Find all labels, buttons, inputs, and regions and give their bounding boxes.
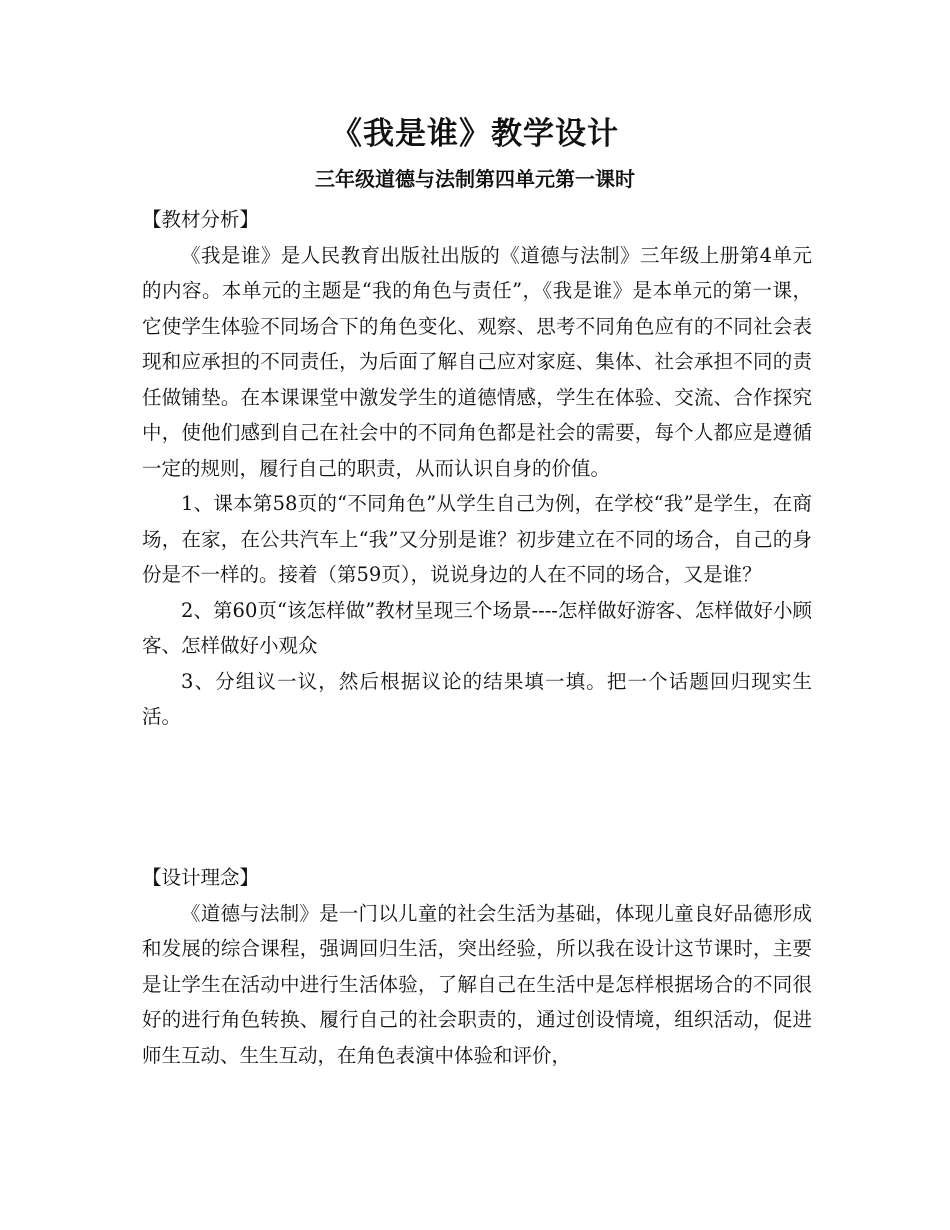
paragraph: 《道德与法制》是一门以儿童的社会生活为基础，体现儿童良好品德形成和发展的综合课程，强调回归生活，突出经验，所以我在设计这节课时，主要是让学生在活动中进行生活体验，了解自己在生活中是怎样根据场合的不同很好的进行角色转换、履行自己的社会职责的，通过创设情境，组织活动，促进师生互动、生生互动，在角色表演中体验和评价，: [142, 901, 812, 1067]
section-heading: 【设计理念】: [142, 866, 260, 889]
paragraph: 《我是谁》是人民教育出版社出版的《道德与法制》三年级上册第4单元的内容。本单元的主题是“我的角色与责任”，《我是谁》是本单元的第一课，它使学生体验不同场合下的角色变化、观察、思考不同角色应有的不同社会表现和应承担的不同责任，为后面了解自己应对家庭、集体、社会承担不同的责任做铺垫。在本课课堂中激发学生的道德情感，学生在体验、交流、合作探究中，使他们感到自己在社会中的不同角色都是社会的需要，每个人都应是遵循一定的规则，履行自己的职责，从而认识自身的价值。: [142, 243, 812, 480]
section-heading: 【教材分析】: [142, 208, 260, 231]
document-title: 《我是谁》教学设计: [331, 116, 619, 152]
paragraph: 3、分组议一议，然后根据议论的结果填一填。把一个话题回归现实生活。: [142, 669, 812, 728]
section-design-concept: [142, 860, 812, 1073]
document-subtitle: 三年级道德与法制第四单元第一课时: [315, 167, 635, 191]
paragraph: 1、课本第58页的“不同角色”从学生自己为例，在学校“我”是学生，在商场，在家，在公共汽车上“我”又分别是谁？初步建立在不同的场合，自己的身份是不一样的。接着（第59页），说说身边的人在不同的场合，又是谁？: [142, 492, 812, 586]
section-textbook-analysis: [142, 202, 812, 735]
paragraph: 2、第60页“该怎样做”教材呈现三个场景----怎样做好游客、怎样做好小顾客、怎样做好小观众: [142, 598, 812, 657]
